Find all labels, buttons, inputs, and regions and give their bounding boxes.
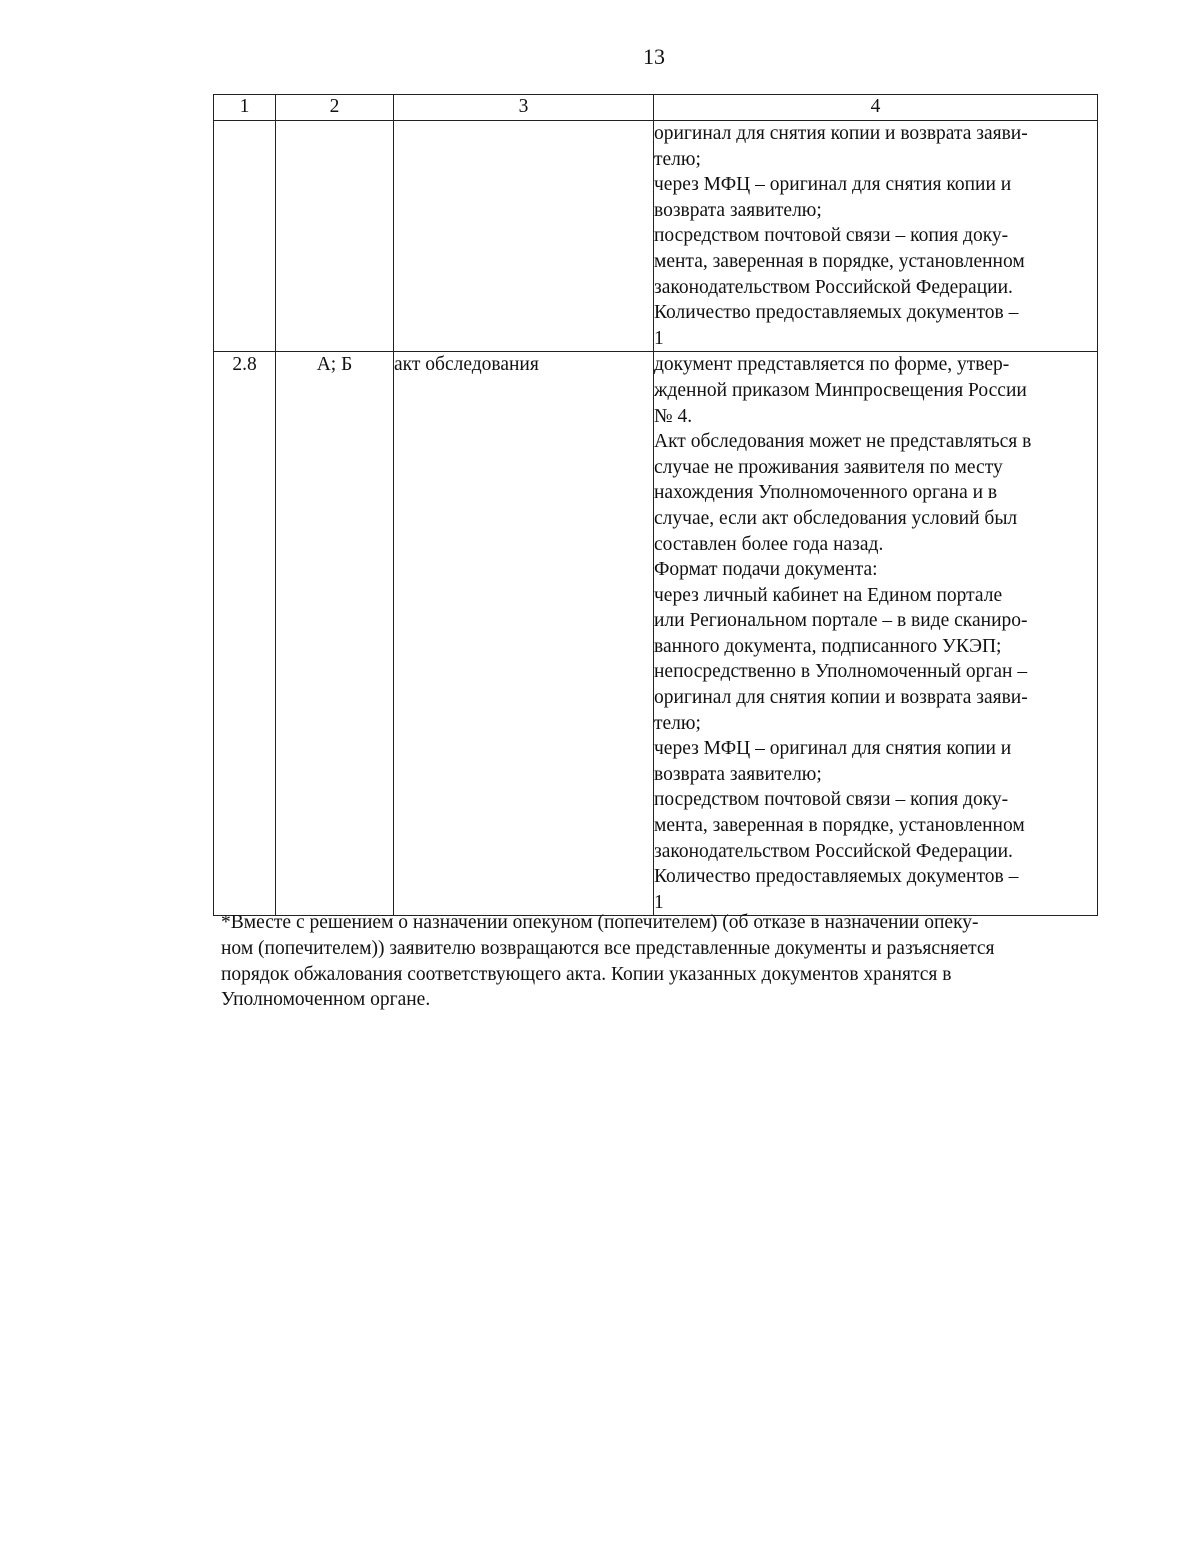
column-header-2: 2 xyxy=(276,95,394,121)
description-line: оригинал для снятия копии и возврата заяви- xyxy=(654,123,1028,144)
page-number: 13 xyxy=(643,44,665,69)
description-line: мента, заверенная в порядке, установленном xyxy=(654,815,1025,837)
description-line: посредством почтовой связи – копия доку- xyxy=(654,225,1009,247)
description-line: законодательством Российской Федерации. xyxy=(654,276,1013,298)
description-line: телю; xyxy=(654,148,701,170)
continuation-name-cell xyxy=(394,121,654,352)
description-line: 1 xyxy=(654,891,664,913)
column-header-1: 1 xyxy=(214,95,276,121)
footnote-line: ном (попечителем)) заявителю возвращаются все представленные документы и разъясняется xyxy=(221,937,995,959)
documents-table xyxy=(213,94,1098,916)
continuation-category-cell xyxy=(276,121,394,352)
row-number-cell: 2.8 xyxy=(214,352,276,916)
description-line: 1 xyxy=(654,327,664,349)
description-line: Акт обследования может не представляться в xyxy=(654,431,1032,453)
description-line: № 4. xyxy=(654,405,693,427)
column-header-3: 3 xyxy=(394,95,654,121)
column-header-4: 4 xyxy=(654,95,1098,121)
description-line: законодательством Российской Федерации. xyxy=(654,840,1013,862)
description-line: Количество предоставляемых документов – xyxy=(654,866,1019,888)
row-document-name-cell: акт обследования xyxy=(394,352,654,916)
description-line: мента, заверенная в порядке, установленном xyxy=(654,250,1025,272)
description-line: телю; xyxy=(654,712,701,734)
description-line: или Региональном портале – в виде сканиро- xyxy=(654,610,1028,632)
footnote xyxy=(221,910,1087,1013)
description-line: Количество предоставляемых документов – xyxy=(654,302,1019,324)
description-line: через личный кабинет на Едином портале xyxy=(654,584,1003,606)
description-line: посредством почтовой связи – копия доку- xyxy=(654,789,1009,811)
description-line: Формат подачи документа: xyxy=(654,559,878,581)
description-line: составлен более года назад. xyxy=(654,533,884,555)
footnote-line: *Вместе с решением о назначении опекуном (попечителем) (об отказе в назначении опеку- xyxy=(221,912,979,933)
description-line: ванного документа, подписанного УКЭП; xyxy=(654,635,1002,657)
continuation-number-cell xyxy=(214,121,276,352)
continuation-description-cell xyxy=(654,121,1098,352)
description-line: случае не проживания заявителя по месту xyxy=(654,456,1003,478)
description-line: через МФЦ – оригинал для снятия копии и xyxy=(654,738,1012,760)
table-row-2-8 xyxy=(214,352,1098,916)
description-line: документ представляется по форме, утвер- xyxy=(654,354,1010,376)
description-line: жденной приказом Минпросвещения России xyxy=(654,379,1027,401)
description-line: оригинал для снятия копии и возврата заяви- xyxy=(654,687,1028,709)
description-line: через МФЦ – оригинал для снятия копии и xyxy=(654,174,1012,196)
description-line: возврата заявителю; xyxy=(654,199,822,221)
table-header-row xyxy=(214,95,1098,121)
row-description-cell xyxy=(654,352,1098,916)
description-line: возврата заявителю; xyxy=(654,763,822,785)
row-category-cell: А; Б xyxy=(276,352,394,916)
footnote-line: Уполномоченном органе. xyxy=(221,989,431,1011)
footnote-line: порядок обжалования соответствующего акта. Копии указанных документов хранятся в xyxy=(221,963,952,985)
description-line: нахождения Уполномоченного органа и в xyxy=(654,482,998,504)
description-line: случае, если акт обследования условий был xyxy=(654,507,1018,529)
table-row-continuation xyxy=(214,121,1098,352)
description-line: непосредственно в Уполномоченный орган – xyxy=(654,661,1028,683)
